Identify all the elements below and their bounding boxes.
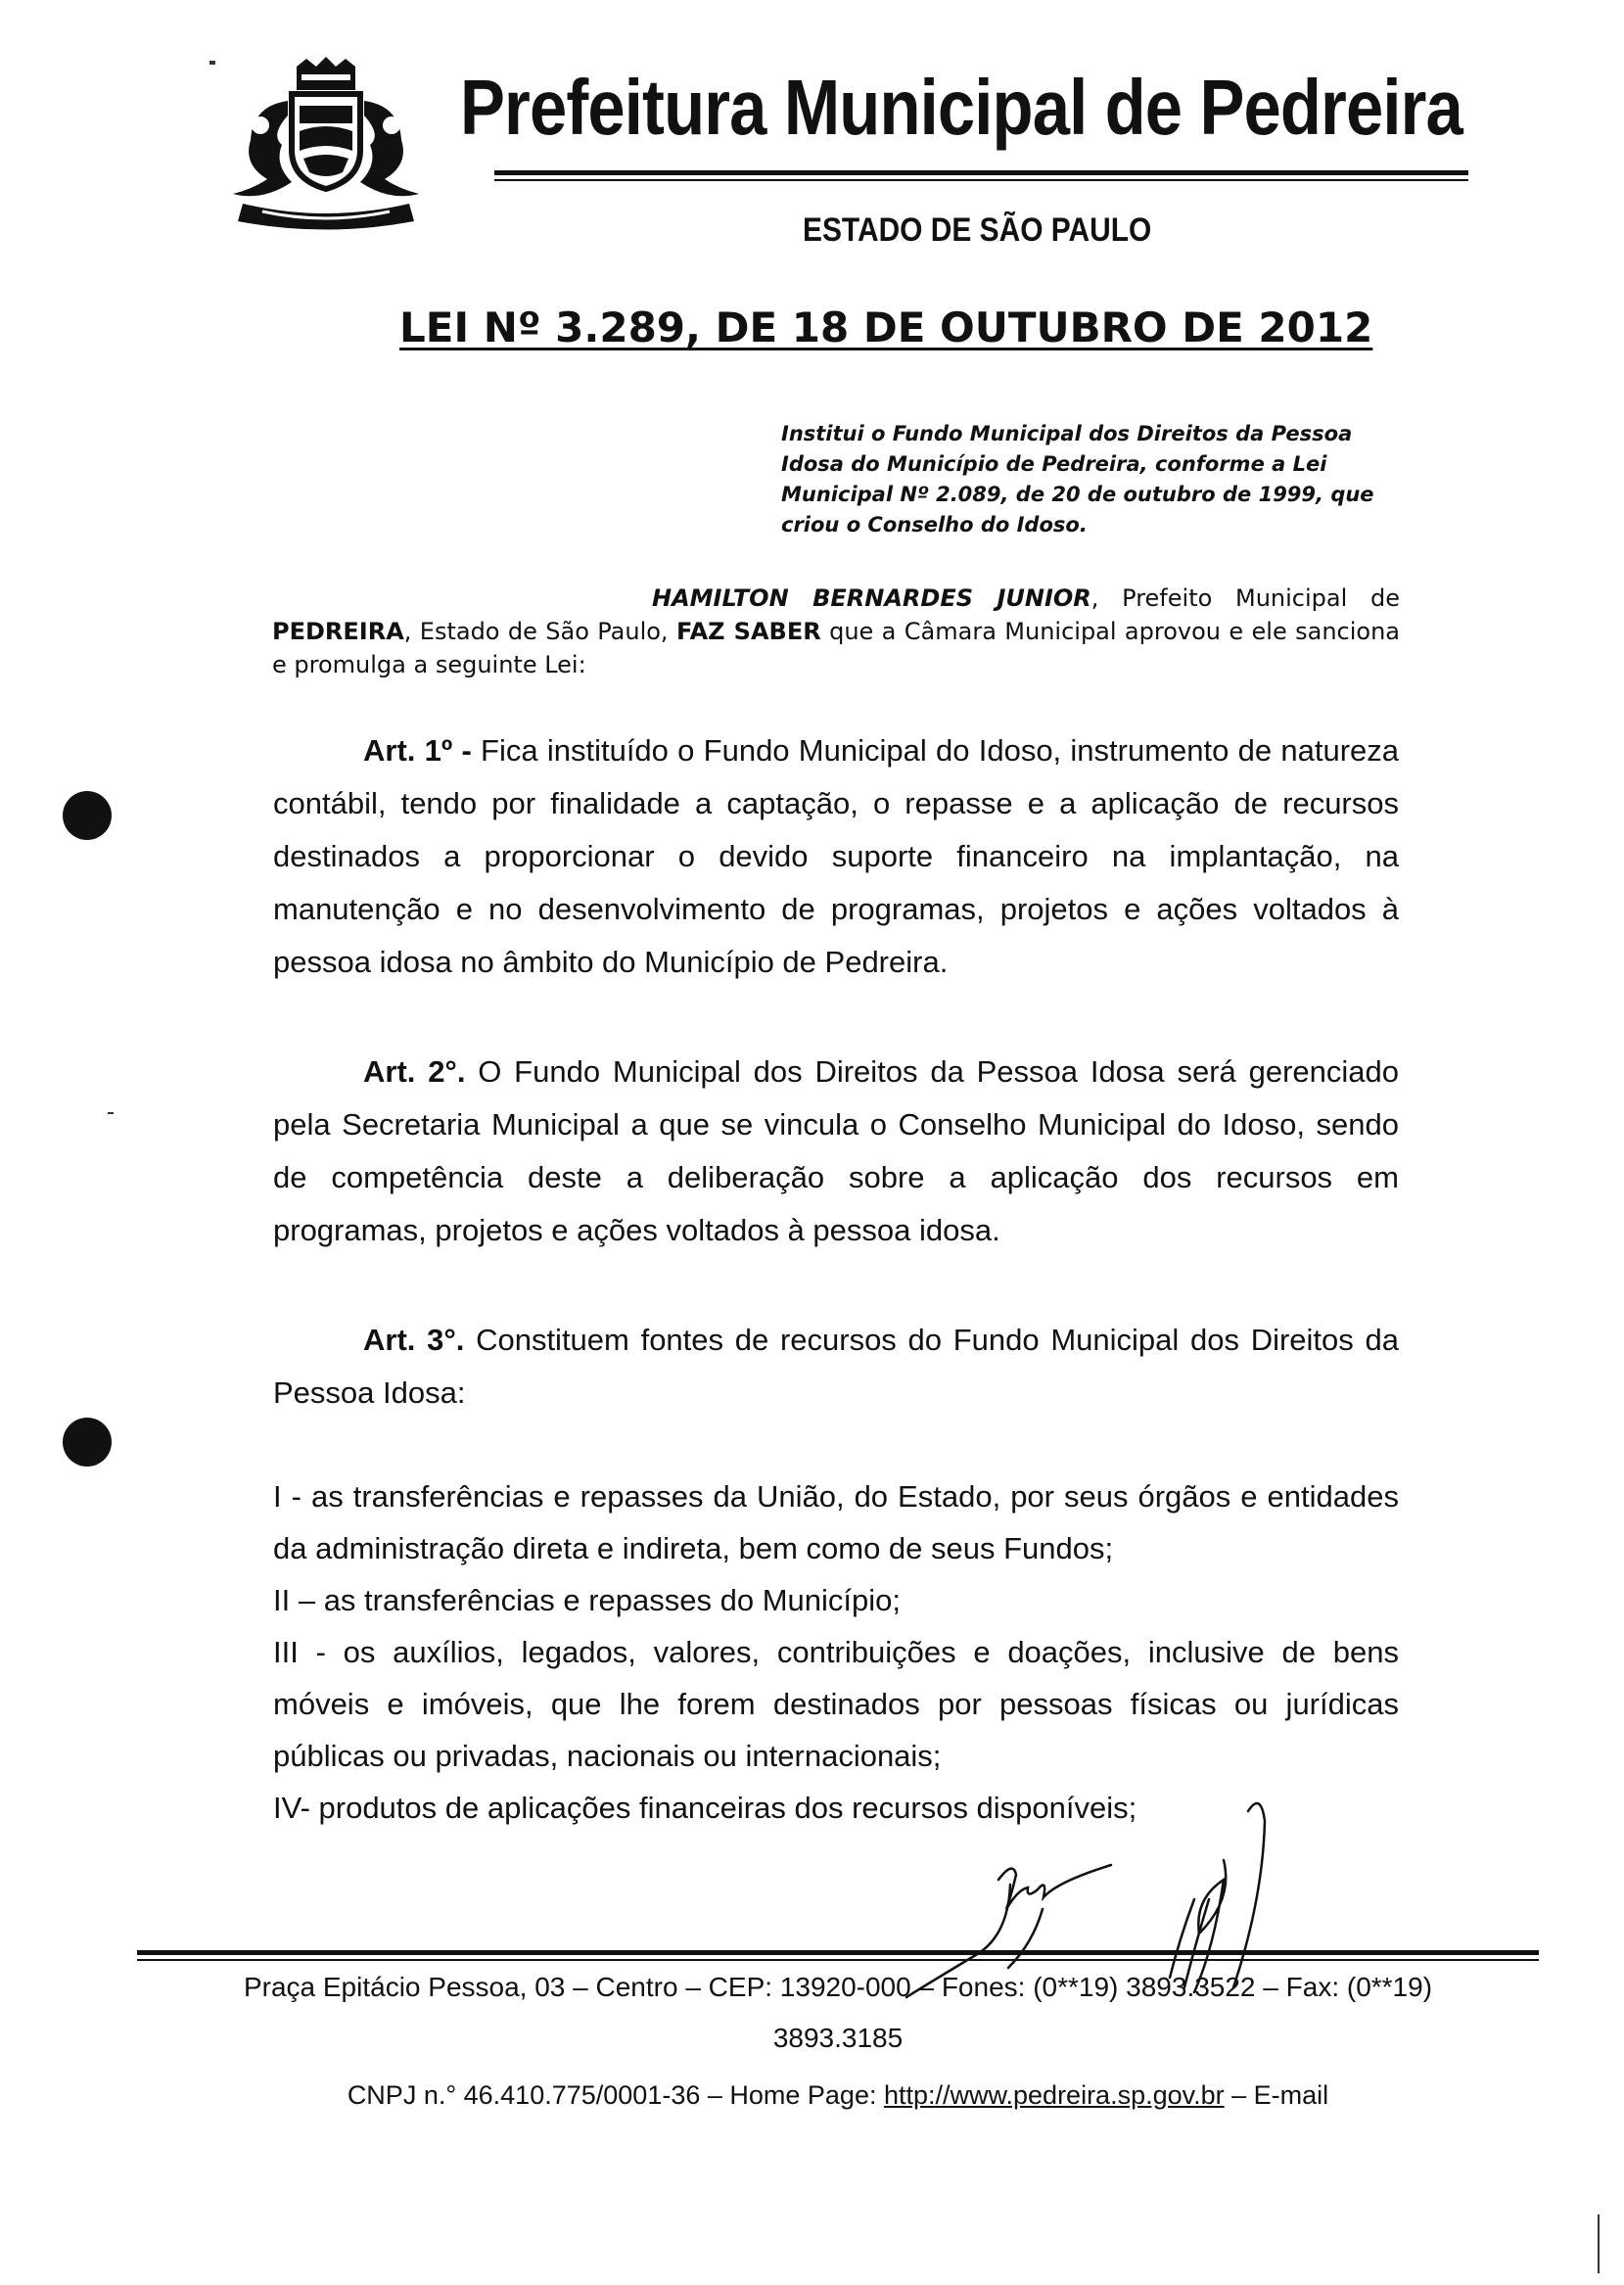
city-name: PEDREIRA: [272, 618, 404, 645]
preamble-text-2: , Estado de São Paulo,: [403, 618, 676, 645]
email-label: – E-mail: [1224, 2080, 1329, 2110]
list-item: III - os auxílios, legados, valores, contribuições e doações, inclusive de bens móveis e imóveis, que lhe forem destinados por pessoas físicas ou jurídicas públicas ou privadas, nacionais ou internacionais;: [273, 1635, 1399, 1773]
municipality-title: Prefeitura Municipal de Pedreira: [460, 64, 1462, 151]
scan-speck: [108, 1112, 114, 1114]
article-label: Art. 3°.: [363, 1323, 465, 1357]
list-item: I - as transferências e repasses da União, do Estado, por seus órgãos e entidades da administração direta e indireta, bem como de seus Fundos;: [273, 1479, 1399, 1565]
article-label: Art. 2°.: [363, 1054, 466, 1089]
municipal-coat-of-arms-icon: [223, 57, 429, 238]
footer-address: Praça Epitácio Pessoa, 03 – Centro – CEP: 13920-000 – Fones: (0**19) 3893.3522 – Fax: (0**19): [243, 1972, 1433, 2002]
faz-saber: FAZ SABER: [675, 618, 821, 645]
footer-contacts: [137, 2077, 1539, 2113]
preamble: [272, 582, 1400, 681]
law-summary: Institui o Fundo Municipal dos Direitos da Pessoa Idosa do Município de Pedreira, conforme a Lei Municipal Nº 2.089, de 20 de outubro de 1999, que criou o Conselho do Idoso.: [781, 422, 1374, 536]
scan-speck: [1598, 2215, 1600, 2273]
homepage-link[interactable]: http://www.pedreira.sp.gov.br: [883, 2080, 1225, 2110]
title-rule-thin: [494, 179, 1468, 181]
footer-rule: [137, 1950, 1539, 1955]
footer-fax: 3893.3185: [772, 2023, 904, 2053]
state-name: ESTADO DE SÃO PAULO: [803, 211, 1152, 249]
cnpj: CNPJ n.° 46.410.775/0001-36 – Home Page:: [347, 2080, 884, 2110]
mayor-name: HAMILTON BERNARDES JUNIOR: [652, 584, 1091, 612]
article-text: O Fundo Municipal dos Direitos da Pessoa Idosa será gerenciado pela Secretaria Municipal a que se vincula o Conselho Municipal do Idoso, sendo de competência deste a deliberação sobre a aplicação dos recursos em programas, projetos e ações voltados à pessoa idosa.: [273, 1054, 1399, 1247]
article-2: [273, 1046, 1399, 1257]
law-title: LEI Nº 3.289, DE 18 DE OUTUBRO DE 2012: [399, 303, 1373, 351]
handwritten-initials-icon: [901, 1752, 1312, 2007]
preamble-text-1: , Prefeito Municipal de: [1090, 584, 1401, 612]
footer-rule-thin: [137, 1959, 1539, 1961]
article-1: [273, 724, 1399, 989]
article-text: Fica instituído o Fundo Municipal do Idoso, instrumento de natureza contábil, tendo por finalidade a captação, o repasse e a aplicação de recursos destinados a proporcionar o devido suporte financeiro na implantação, na manutenção e no desenvolvimento de programas, projetos e ações voltados à pessoa idosa no âmbito do Município de Pedreira.: [273, 733, 1399, 979]
list-item: IV- produtos de aplicações financeiras dos recursos disponíveis;: [273, 1791, 1137, 1825]
article-label: Art. 1º -: [363, 733, 472, 768]
article-3: [273, 1314, 1399, 1420]
list-item: II – as transferências e repasses do Município;: [273, 1583, 901, 1617]
preamble-text-3: que a Câmara Municipal aprovou e ele sanciona e promulga a seguinte Lei:: [272, 618, 1400, 678]
article-text: Constituem fontes de recursos do Fundo Municipal dos Direitos da Pessoa Idosa:: [273, 1323, 1399, 1410]
scan-speck: [209, 61, 215, 65]
title-rule: [494, 170, 1468, 175]
punch-hole-mark: [63, 1418, 112, 1467]
punch-hole-mark: [63, 791, 112, 840]
